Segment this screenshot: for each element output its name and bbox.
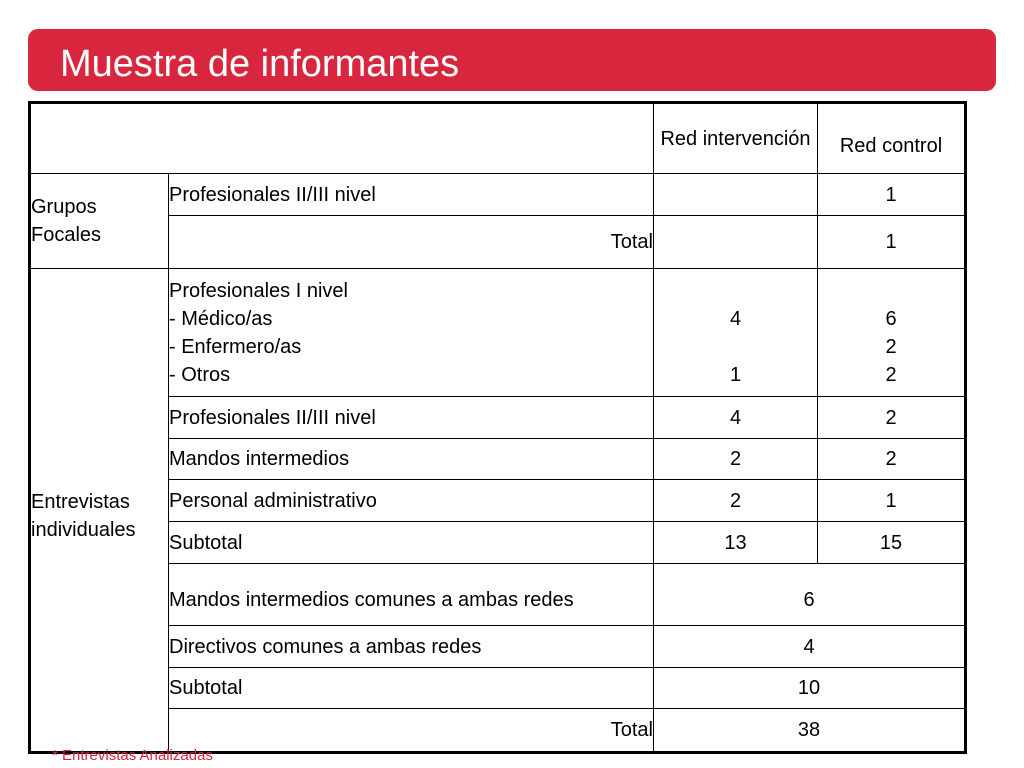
row-label-subtotal: Subtotal xyxy=(169,522,654,564)
footnote: * Entrevistas Analizadas xyxy=(52,747,213,764)
nivel1-value: 6 xyxy=(885,307,897,330)
total-label: Total xyxy=(169,709,654,753)
row-label: Profesionales II/III nivel xyxy=(169,397,654,439)
table-row xyxy=(30,216,966,269)
header-red-control: Red control xyxy=(818,103,966,174)
cell-combined: 10 xyxy=(654,668,966,709)
table-row xyxy=(30,564,966,626)
cell-control: 1 xyxy=(818,480,966,522)
nivel1-value xyxy=(654,277,817,305)
row-label: Mandos intermedios comunes a ambas redes xyxy=(169,564,654,626)
cell-intervencion xyxy=(654,174,818,216)
total-row xyxy=(30,709,966,753)
total-value: 38 xyxy=(654,709,966,753)
row-label: Directivos comunes a ambas redes xyxy=(169,626,654,668)
page-title: Muestra de informantes xyxy=(60,43,460,85)
header-empty-cell xyxy=(30,103,654,174)
nivel1-value: 2 xyxy=(885,363,897,386)
cell-combined: 6 xyxy=(654,564,966,626)
header-row xyxy=(30,103,966,174)
header-red-intervencion: Red intervención xyxy=(654,103,818,174)
cell-control xyxy=(818,269,966,397)
table-row xyxy=(30,397,966,439)
informants-table xyxy=(28,101,967,754)
nivel1-line: - Otros xyxy=(169,363,231,386)
cell-intervencion: 2 xyxy=(654,439,818,480)
cell-control: 2 xyxy=(818,397,966,439)
title-bar xyxy=(28,29,996,91)
cell-intervencion: 4 xyxy=(654,397,818,439)
cell-intervencion: 2 xyxy=(654,480,818,522)
row-label: Profesionales II/III nivel xyxy=(169,174,654,216)
cell-control: 1 xyxy=(818,216,966,269)
table-row xyxy=(30,626,966,668)
cell-control: 15 xyxy=(818,522,966,564)
nivel1-value xyxy=(818,277,964,305)
table-row xyxy=(30,668,966,709)
row-label-total: Total xyxy=(169,216,654,269)
cell-intervencion xyxy=(654,269,818,397)
cell-intervencion: 13 xyxy=(654,522,818,564)
nivel1-line: Profesionales I nivel xyxy=(169,279,348,302)
nivel1-value xyxy=(654,333,817,361)
group-label-grupos-focales: Grupos Focales xyxy=(30,174,169,269)
table-row xyxy=(30,174,966,216)
table-row xyxy=(30,522,966,564)
row-label: Personal administrativo xyxy=(169,480,654,522)
nivel1-line: - Médico/as xyxy=(169,307,273,330)
group-label-entrevistas: Entrevistas individuales xyxy=(30,269,169,753)
table-row xyxy=(30,480,966,522)
row-label-subtotal: Subtotal xyxy=(169,668,654,709)
nivel1-line: - Enfermero/as xyxy=(169,335,302,358)
table-row xyxy=(30,269,966,397)
cell-intervencion xyxy=(654,216,818,269)
table-row xyxy=(30,439,966,480)
nivel1-value: 4 xyxy=(729,307,742,330)
nivel1-value: 1 xyxy=(729,363,742,386)
cell-combined: 4 xyxy=(654,626,966,668)
cell-control: 2 xyxy=(818,439,966,480)
nivel1-value: 2 xyxy=(885,335,897,358)
row-label: Mandos intermedios xyxy=(169,439,654,480)
cell-control: 1 xyxy=(818,174,966,216)
row-label-nivel1 xyxy=(169,269,654,397)
